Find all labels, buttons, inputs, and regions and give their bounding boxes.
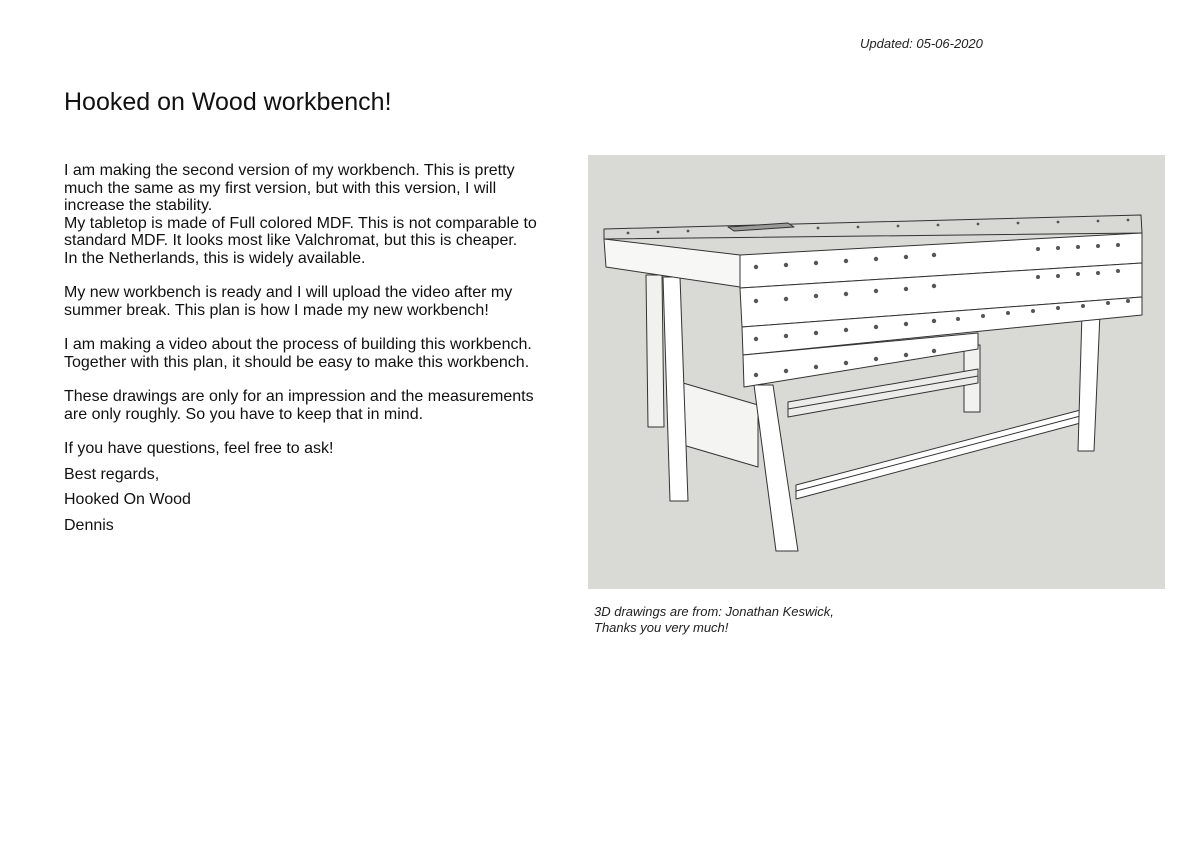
front-stretcher: [796, 408, 1088, 499]
closing-company: Hooked On Wood: [64, 491, 191, 508]
paragraph-line: In the Netherlands, this is widely available.: [64, 249, 366, 267]
page-title: Hooked on Wood workbench!: [64, 88, 392, 116]
paragraph-video: [64, 336, 554, 371]
paragraph-line: I am making the second version of my workbench. This is pretty much the same as my first version, but with this version, I will increase the stability.: [64, 162, 515, 214]
left-side-apron: [683, 383, 758, 467]
paragraph-line: I am making a video about the process of building this workbench. Together with this plan, it should be easy to make this workbench.: [64, 336, 532, 371]
workbench-illustration: [588, 155, 1165, 589]
paragraph-line: My tabletop is made of Full colored MDF. This is not comparable to standard MDF. It looks most like Valchromat, but this is cheaper.: [64, 214, 537, 249]
paragraph-line: If you have questions, feel free to ask!: [64, 440, 334, 457]
paragraph-ready: [64, 284, 554, 319]
closing-regards: Best regards,: [64, 465, 160, 483]
caption-credit: 3D drawings are from: Jonathan Keswick,: [594, 604, 834, 619]
paragraph-intro: [64, 162, 554, 267]
paragraph-disclaimer: [64, 388, 554, 423]
paragraph-line: My new workbench is ready and I will upload the video after my summer break. This plan is how I made my new workbench!: [64, 284, 513, 319]
front-right-leg: [1078, 313, 1100, 451]
front-left-leg: [663, 277, 688, 501]
paragraph-line: These drawings are only for an impression and the measurements are only roughly. So you have to keep that in mind.: [64, 388, 534, 423]
body-text: [64, 162, 554, 542]
closing-name: Dennis: [64, 516, 114, 534]
paragraph-questions: [64, 440, 554, 458]
back-left-leg: [646, 275, 664, 427]
tabletop-surface: [604, 215, 1142, 239]
updated-date: Updated: 05-06-2020: [860, 36, 983, 51]
workbench-drawing: [588, 155, 1165, 589]
caption-thanks: Thanks you very much!: [594, 620, 729, 635]
figure-caption: [594, 604, 834, 636]
